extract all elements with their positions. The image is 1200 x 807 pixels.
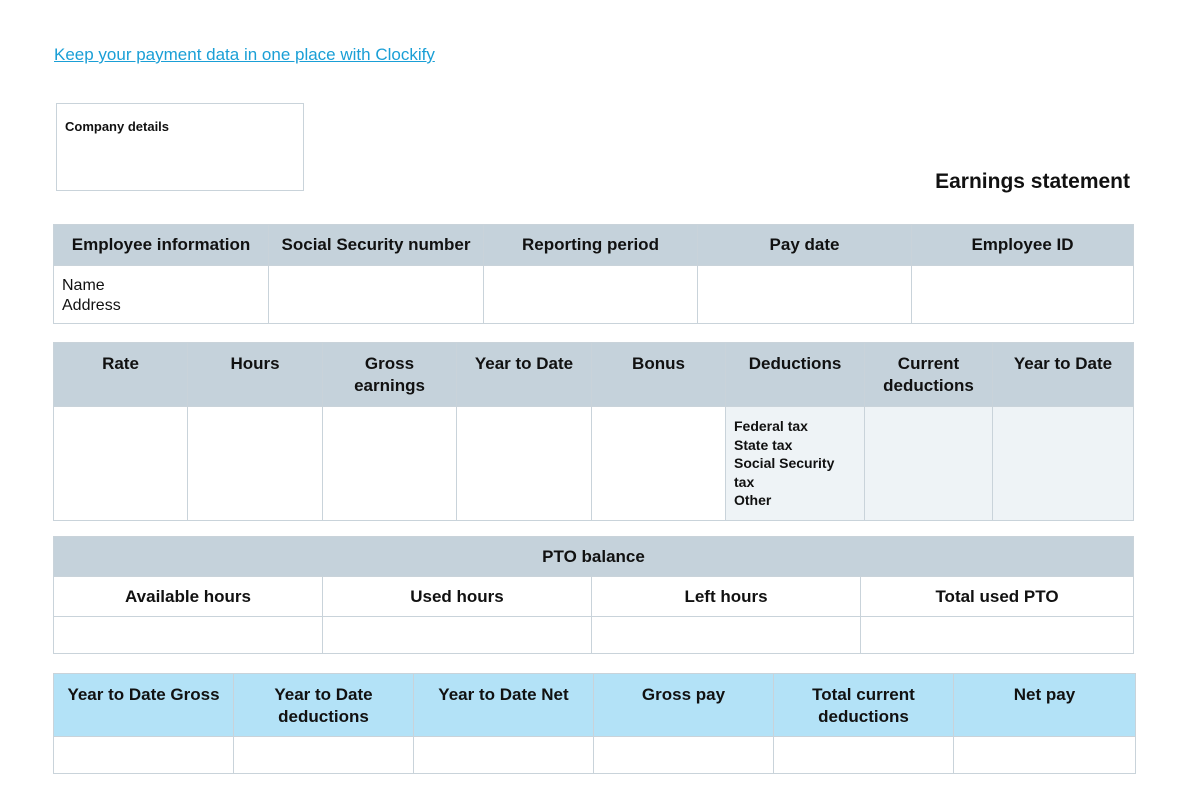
deduction-list (726, 407, 864, 520)
cell-current-deductions[interactable] (865, 407, 993, 521)
header-deductions-year-to-date: Year to Date (993, 343, 1134, 407)
header-year-to-date: Year to Date (457, 343, 592, 407)
header-ytd-gross: Year to Date Gross (54, 674, 234, 737)
cell-available-hours[interactable] (54, 617, 323, 654)
cell-ytd-gross[interactable] (54, 737, 234, 774)
cell-total-used-pto[interactable] (861, 617, 1134, 654)
cell-reporting-period[interactable] (484, 266, 698, 324)
cell-employee-id[interactable] (912, 266, 1134, 324)
cell-year-to-date[interactable] (457, 407, 592, 521)
company-details-box[interactable] (56, 103, 304, 191)
cell-total-current-deductions[interactable] (774, 737, 954, 774)
cell-pay-date[interactable] (698, 266, 912, 324)
header-current-deductions: Current deductions (865, 343, 993, 407)
company-details-label: Company details (65, 119, 170, 134)
cell-deductions (726, 407, 865, 521)
header-gross-earnings: Gross earnings (323, 343, 457, 407)
pay-totals-table (53, 673, 1136, 774)
cell-left-hours[interactable] (592, 617, 861, 654)
header-ytd-deductions: Year to Date deductions (234, 674, 414, 737)
cell-rate[interactable] (54, 407, 188, 521)
statement-title: Earnings statement (935, 170, 1130, 193)
header-employee-information: Employee information (54, 225, 269, 266)
cell-hours[interactable] (188, 407, 323, 521)
deduction-other: Other (734, 492, 772, 508)
employee-address-label: Address (62, 297, 121, 314)
header-bonus: Bonus (592, 343, 726, 407)
header-reporting-period: Reporting period (484, 225, 698, 266)
header-net-pay: Net pay (954, 674, 1136, 737)
header-total-used-pto: Total used PTO (861, 577, 1134, 617)
cell-ytd-deductions[interactable] (234, 737, 414, 774)
clockify-link[interactable]: Keep your payment data in one place with Clockify (54, 45, 435, 64)
header-ytd-net: Year to Date Net (414, 674, 594, 737)
pto-balance-title: PTO balance (54, 537, 1134, 577)
cell-social-security-number[interactable] (269, 266, 484, 324)
cell-used-hours[interactable] (323, 617, 592, 654)
header-total-current-deductions: Total current deductions (774, 674, 954, 737)
cell-employee-information[interactable] (54, 266, 269, 324)
cell-net-pay[interactable] (954, 737, 1136, 774)
header-employee-id: Employee ID (912, 225, 1134, 266)
cell-gross-pay[interactable] (594, 737, 774, 774)
header-used-hours: Used hours (323, 577, 592, 617)
header-available-hours: Available hours (54, 577, 323, 617)
header-hours: Hours (188, 343, 323, 407)
header-deductions: Deductions (726, 343, 865, 407)
header-social-security-number: Social Security number (269, 225, 484, 266)
header-left-hours: Left hours (592, 577, 861, 617)
deduction-federal-tax: Federal tax (734, 418, 808, 434)
cell-gross-earnings[interactable] (323, 407, 457, 521)
earnings-table (53, 342, 1134, 521)
header-pay-date: Pay date (698, 225, 912, 266)
header-gross-pay: Gross pay (594, 674, 774, 737)
employee-name-label: Name (62, 277, 105, 294)
employee-info-table (53, 224, 1134, 324)
cell-bonus[interactable] (592, 407, 726, 521)
cell-deductions-year-to-date[interactable] (993, 407, 1134, 521)
deduction-state-tax: State tax (734, 436, 793, 453)
cell-ytd-net[interactable] (414, 737, 594, 774)
header-rate: Rate (54, 343, 188, 407)
deduction-social-security-tax: Social Security tax (734, 455, 835, 490)
pto-balance-table (53, 536, 1134, 654)
